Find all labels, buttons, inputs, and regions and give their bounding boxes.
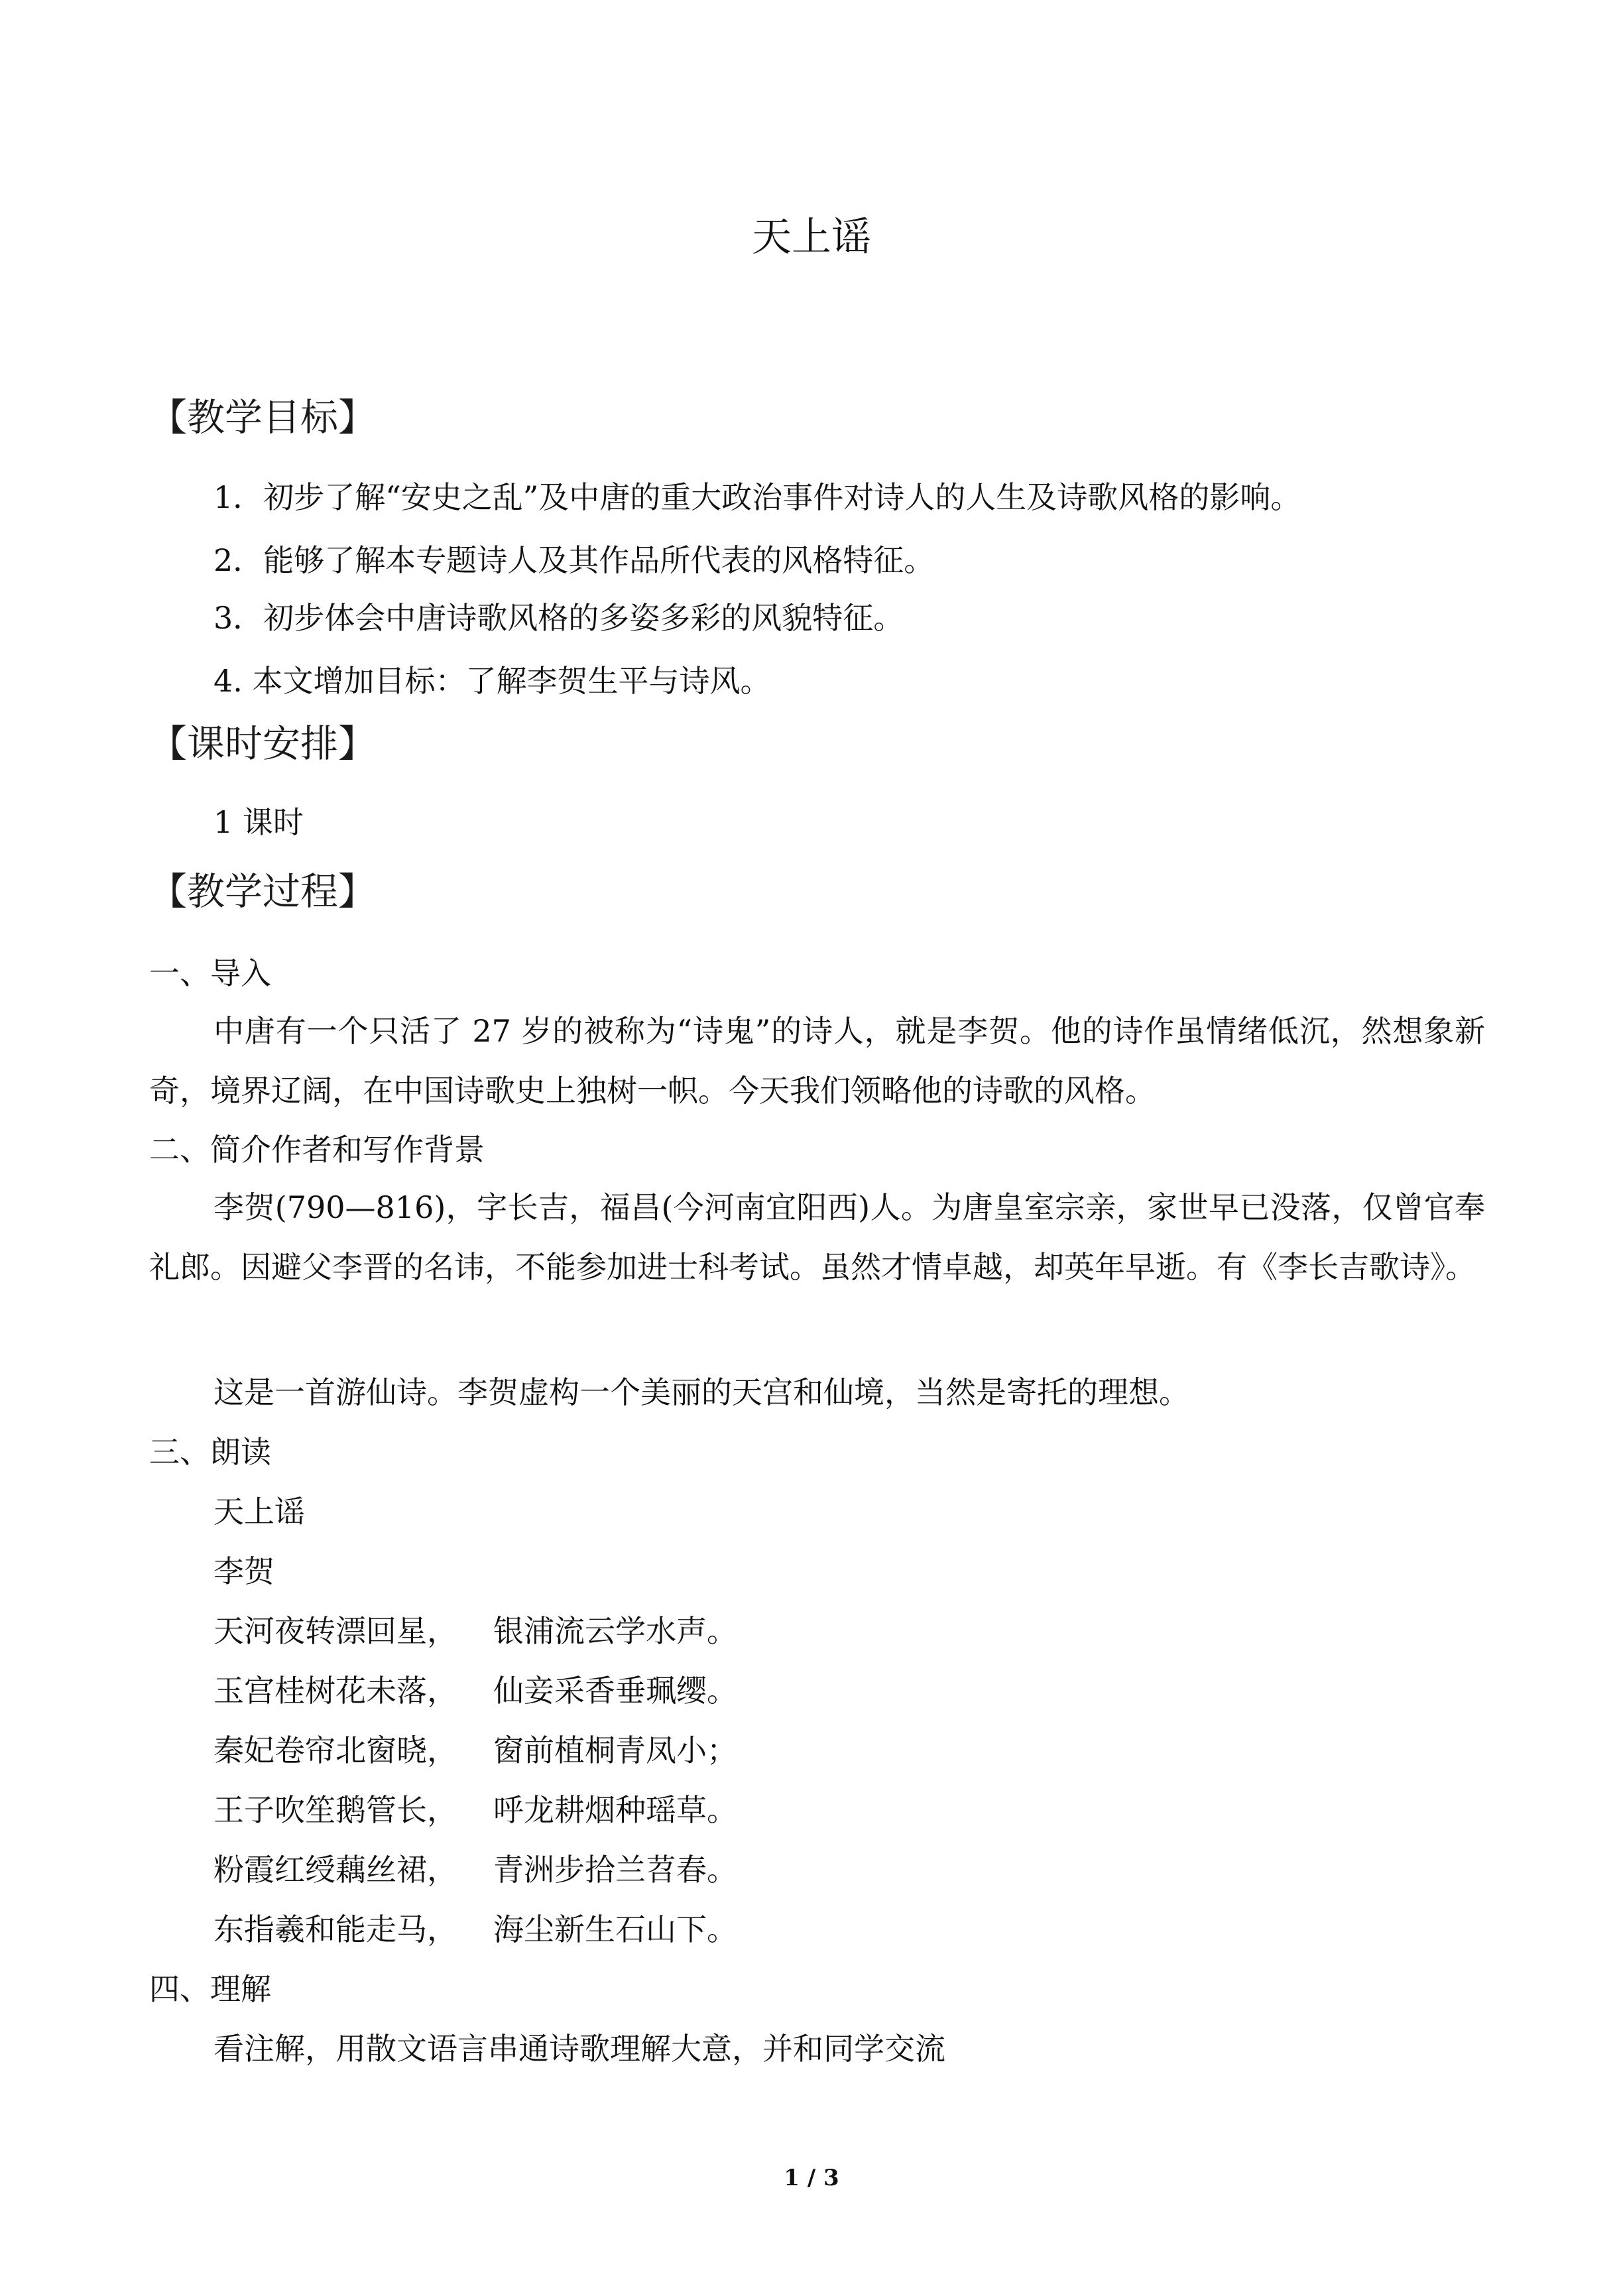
poem-line-2-b: 仙妾采香垂珮缨。 xyxy=(493,1673,737,1709)
author-title: 二、简介作者和写作背景 xyxy=(149,1132,485,1168)
poem-author: 李贺 xyxy=(213,1553,274,1589)
schedule-heading: 【课时安排】 xyxy=(149,722,376,766)
intro-title: 一、导入 xyxy=(149,955,271,991)
reading-title: 三、朗读 xyxy=(149,1434,271,1470)
poem-line-4-a: 王子吹笙鹅管长， xyxy=(213,1792,457,1828)
goal-item-3: 3．初步体会中唐诗歌风格的多姿多彩的风貌特征。 xyxy=(213,600,904,636)
poem-line-5-a: 粉霞红绶藕丝裙， xyxy=(213,1852,457,1888)
poem-line-4-b: 呼龙耕烟种瑶草。 xyxy=(493,1792,737,1828)
page-title: 天上谣 xyxy=(752,214,871,261)
poem-line-6-a: 东指羲和能走马， xyxy=(213,1911,457,1947)
poem-line-5-b: 青洲步拾兰苕春。 xyxy=(493,1852,737,1888)
process-heading: 【教学过程】 xyxy=(149,870,376,914)
goals-heading: 【教学目标】 xyxy=(149,396,376,440)
goal-item-1: 1．初步了解“安史之乱”及中唐的重大政治事件对诗人的人生及诗歌风格的影响。 xyxy=(213,479,1301,515)
poem-title: 天上谣 xyxy=(213,1494,305,1530)
poem-line-3-b: 窗前植桐青凤小； xyxy=(493,1732,737,1768)
poem-line-1-b: 银浦流云学水声。 xyxy=(493,1613,737,1649)
schedule-text: 1 课时 xyxy=(213,804,304,840)
poem-line-1-a: 天河夜转漂回星， xyxy=(213,1613,457,1649)
poem-line-2-a: 玉宫桂树花未落， xyxy=(213,1673,457,1709)
poem-line-3-a: 秦妃卷帘北窗晓， xyxy=(213,1732,457,1768)
background-paragraph: 这是一首游仙诗。李贺虚构一个美丽的天宫和仙境，当然是寄托的理想。 xyxy=(213,1374,1189,1410)
goal-item-4: 4. 本文增加目标：了解李贺生平与诗风。 xyxy=(213,663,771,699)
poem-line-6-b: 海尘新生石山下。 xyxy=(493,1911,737,1947)
intro-paragraph: 中唐有一个只活了 27 岁的被称为“诗鬼”的诗人，就是李贺。他的诗作虽情绪低沉，然想象新奇，境界辽阔，在中国诗歌史上独树一帜。今天我们领略他的诗歌的风格。 xyxy=(149,1013,1485,1109)
understanding-text: 看注解，用散文语言串通诗歌理解大意，并和同学交流 xyxy=(213,2031,945,2067)
understanding-title: 四、理解 xyxy=(149,1971,271,2007)
author-paragraph: 李贺(790—816)，字长吉，福昌(今河南宜阳西)人。为唐皇室宗亲，家世早已没落，仅曾官奉礼郎。因避父李晋的名讳，不能参加进士科考试。虽然才情卓越，却英年早逝。有《李长吉歌诗》。 xyxy=(149,1189,1485,1285)
goal-item-2: 2．能够了解本专题诗人及其作品所代表的风格特征。 xyxy=(213,542,935,578)
page-number: 1 / 3 xyxy=(784,2165,839,2191)
